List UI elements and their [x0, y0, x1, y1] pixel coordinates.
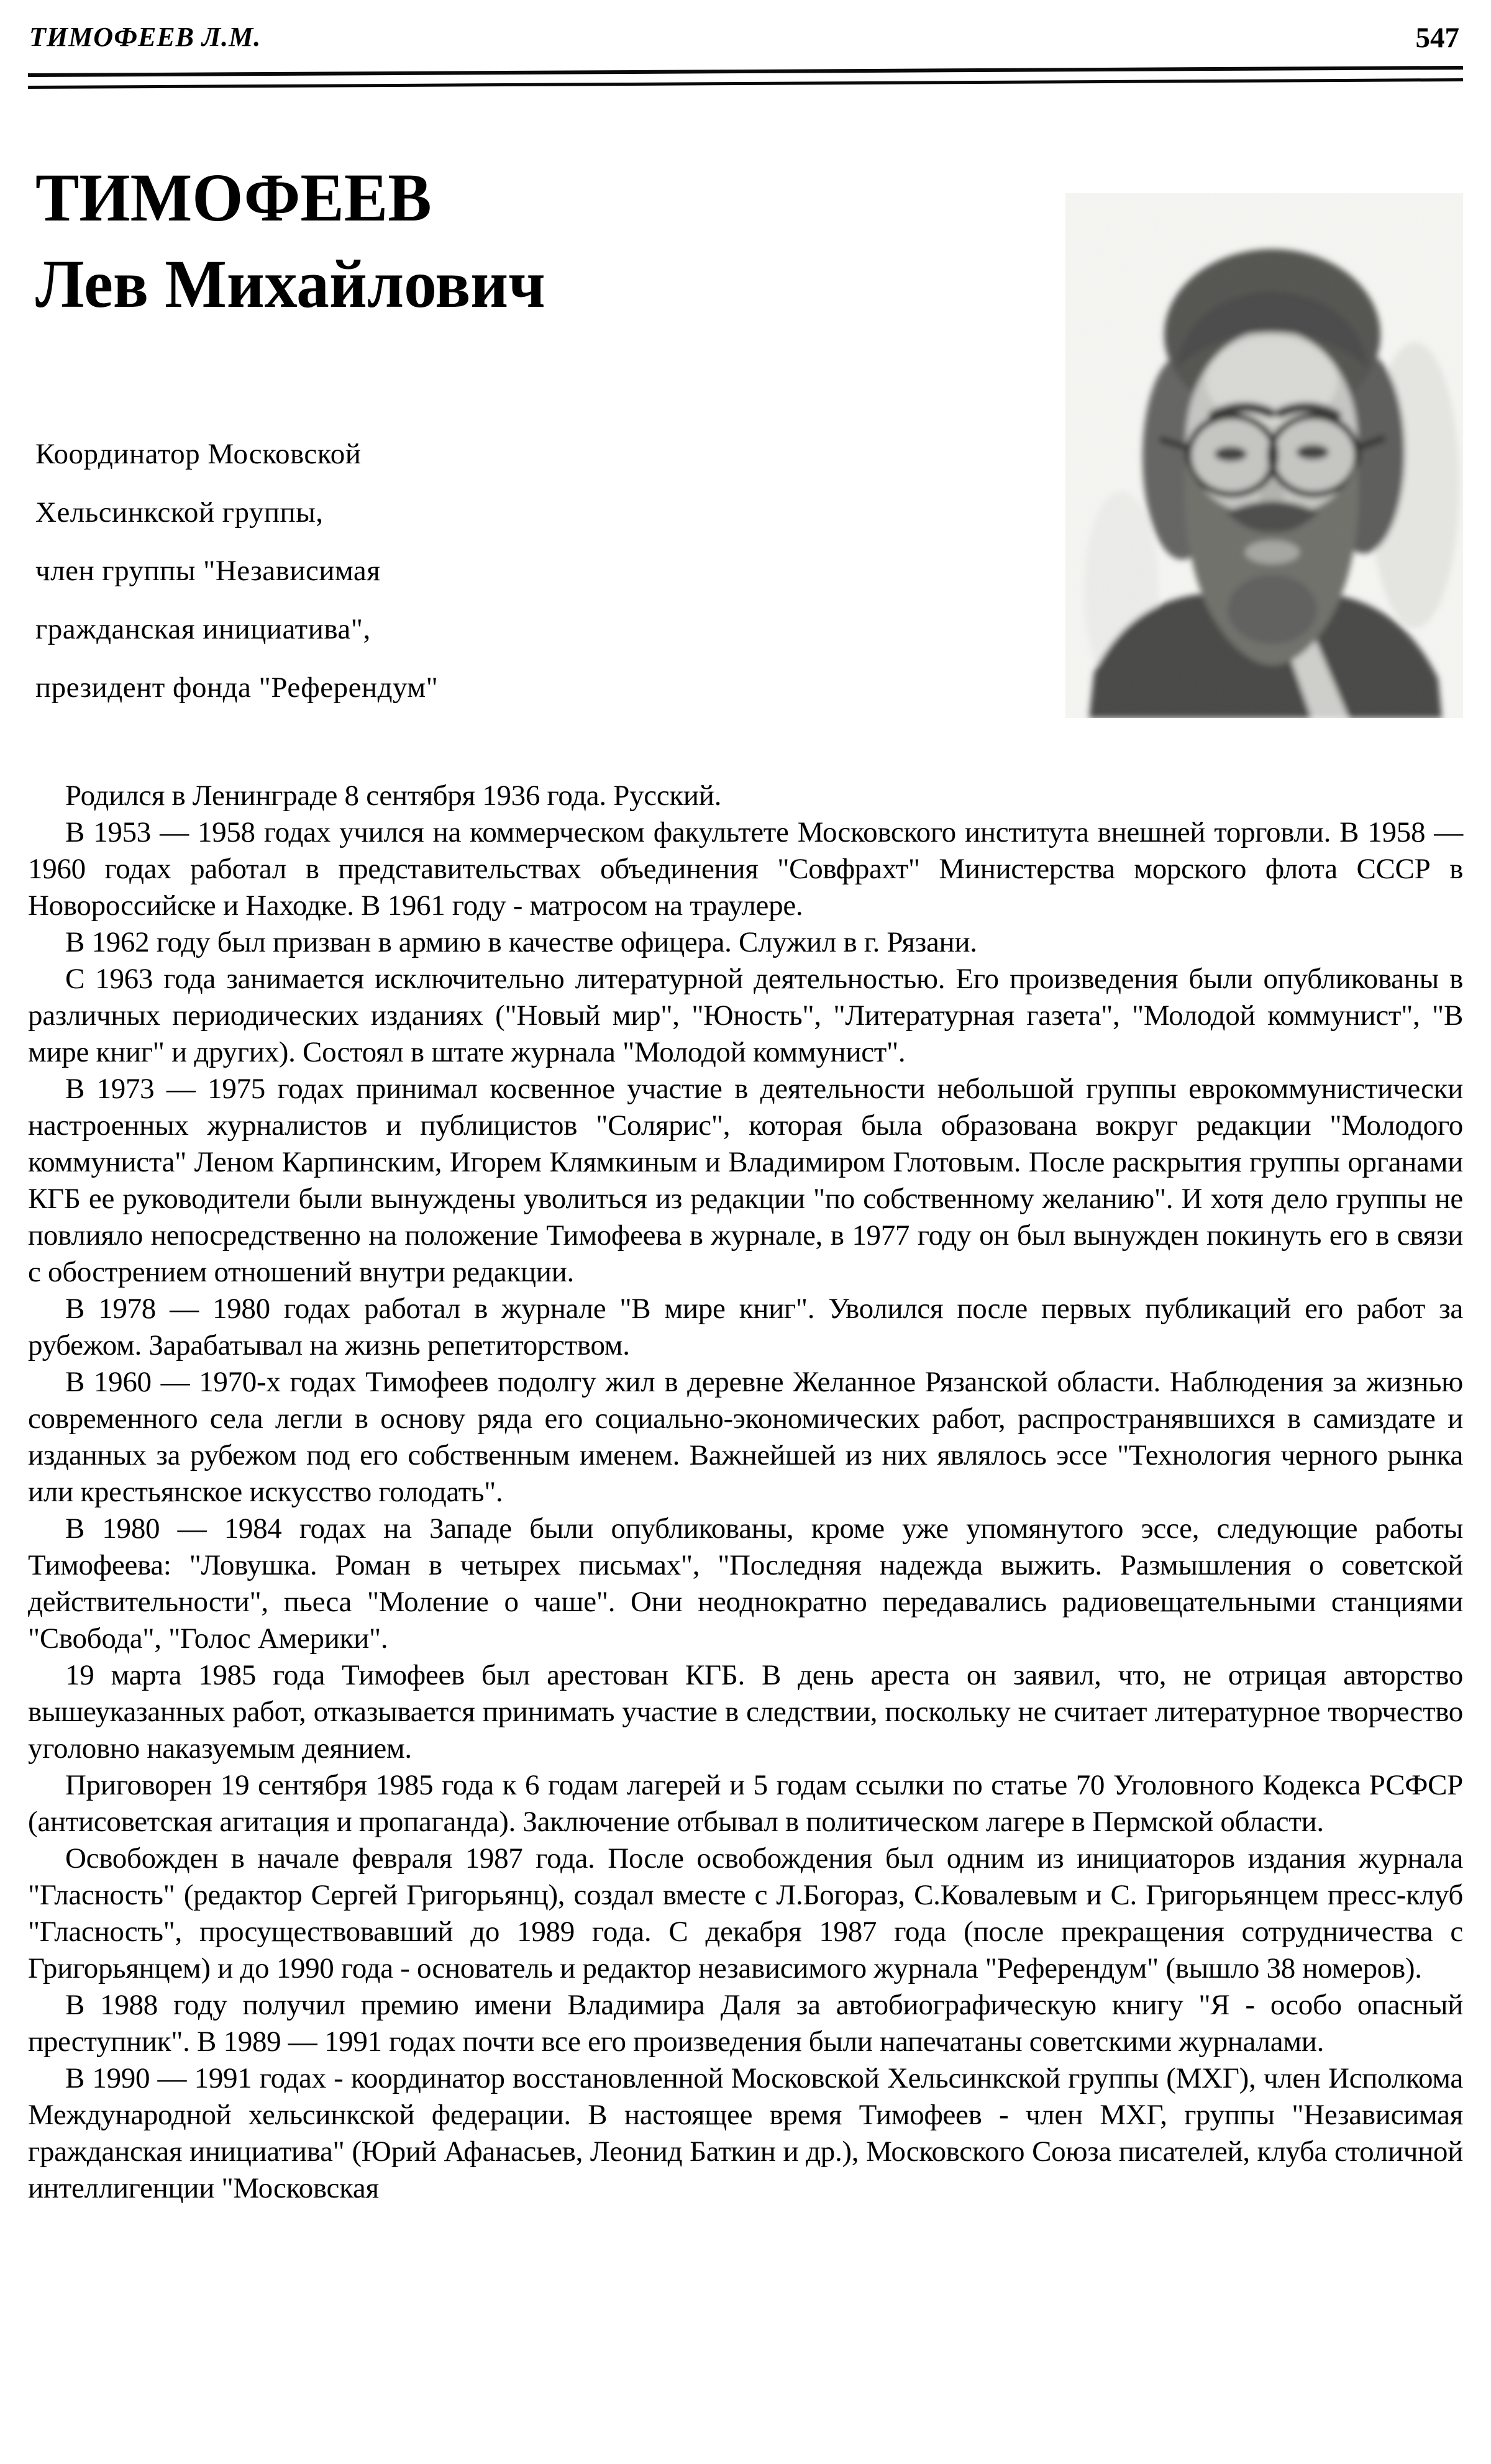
position-line: президент фонда "Референдум": [35, 671, 439, 704]
bio-paragraph: В 1978 — 1980 годах работал в журнале "В мире книг". Уволился после первых публикаций его работ за рубежом. Зарабатывал на жизнь репетиторством.: [28, 1293, 1463, 1362]
bio-paragraph: 19 марта 1985 года Тимофеев был арестован КГБ. В день ареста он заявил, что, не отрицая авторство вышеуказанных работ, отказывается принимать участие в следствии, поскольку не считает литературное творчество уголовно наказуемым деянием.: [28, 1659, 1463, 1765]
double-rule: [28, 66, 1463, 89]
bio-paragraph: Освобожден в начале февраля 1987 года. После освобождения был одним из инициаторов издания журнала "Гласность" (редактор Сергей Григорьянц), создал вместе с Л.Богораз, С.Ковалевым и С. Григорьянцем пресс-клуб "Гласность", просуществовавший до 1989 года. С декабря 1987 года (после прекращения сотрудничества с Григорьянцем) и до 1990 года - основатель и редактор независимого журнала "Референдум" (вышло 38 номеров).: [28, 1842, 1463, 1984]
biography: [28, 778, 1463, 2207]
running-header-title: ТИМОФЕЕВ Л.М.: [29, 22, 262, 52]
entry-title-column: [28, 155, 1047, 718]
entry-surname: ТИМОФЕЕВ: [35, 160, 432, 235]
running-header: [28, 21, 1463, 61]
bio-paragraph: В 1962 году был призван в армию в качестве офицера. Служил в г. Рязани.: [65, 926, 977, 958]
position-line: Координатор Московской: [35, 438, 362, 471]
bio-paragraph: Приговорен 19 сентября 1985 года к 6 годам лагерей и 5 годам ссылки по статье 70 Уголовного Кодекса РСФСР (антисоветская агитация и пропаганда). Заключение отбывал в политическом лагере в Пермской области.: [28, 1769, 1463, 1838]
portrait-photo: [1065, 193, 1463, 718]
entry-positions: [35, 425, 1047, 717]
position-line: Хельсинкской группы,: [35, 496, 324, 529]
portrait-photo-image: [1065, 193, 1463, 718]
bio-paragraph: В 1980 — 1984 годах на Западе были опубликованы, кроме уже упомянутого эссе, следующие работы Тимофеева: "Ловушка. Роман в четырех письмах", "Последняя надежда выжить. Размышления о советской действительности", пьеса "Моление о чаше". Они неоднократно передавались радиовещательными станциями "Свобода", "Голос Америки".: [28, 1512, 1463, 1655]
entry-header-section: [28, 155, 1463, 718]
entry-title: [35, 155, 1006, 327]
entry-name: Лев Михайлович: [35, 245, 545, 322]
bio-paragraph: С 1963 года занимается исключительно литературной деятельностью. Его произведения были опубликованы в различных периодических изданиях ("Новый мир", "Юность", "Литературная газета", "Молодой коммунист", "В мире книг" и других). Состоял в штате журнала "Молодой коммунист".: [28, 963, 1463, 1068]
bio-paragraph: В 1960 — 1970-х годах Тимофеев подолгу жил в деревне Желанное Рязанской области. Наблюдения за жизнью современного села легли в основу ряда его социально-экономических работ, распространявшихся в самиздате и изданных за рубежом под его собственным именем. Важнейшей из них являлось эссе "Технология черного рынка или крестьянское искусство голодать".: [28, 1366, 1463, 1508]
page-number: 547: [1415, 22, 1459, 54]
bio-paragraph: В 1953 — 1958 годах учился на коммерческом факультете Московского института внешней торговли. В 1958 — 1960 годах работал в представительствах объединения "Совфрахт" Министерства морского флота СССР в Новороссийске и Находке. В 1961 году - матросом на траулере.: [28, 816, 1463, 922]
bio-paragraph: В 1988 году получил премию имени Владимира Даля за автобиографическую книгу "Я - особо опасный преступник". В 1989 — 1991 годах почти все его произведения были напечатаны советскими журналами.: [28, 1989, 1463, 2058]
position-line: член группы "Независимая: [35, 555, 381, 588]
portrait-photo-column: [1065, 193, 1463, 718]
bio-paragraph: В 1990 — 1991 годах - координатор восстановленной Московской Хельсинкской группы (МХГ), член Исполкома Международной хельсинкской федерации. В настоящее время Тимофеев - член МХГ, группы "Независимая гражданская инициатива" (Юрий Афанасьев, Леонид Баткин и др.), Московского Союза писателей, клуба столичной интеллигенции "Московская: [28, 2062, 1463, 2204]
bio-paragraph: Родился в Ленинграде 8 сентября 1936 года. Русский.: [65, 780, 722, 812]
position-line: гражданская инициатива",: [35, 613, 371, 646]
bio-paragraph: В 1973 — 1975 годах принимал косвенное участие в деятельности небольшой группы еврокоммунистически настроенных журналистов и публицистов "Солярис", которая была образована вокруг редакции "Молодого коммуниста" Леном Карпинским, Игорем Клямкиным и Владимиром Глотовым. После раскрытия группы органами КГБ ее руководители были вынуждены уволиться из редакции "по собственному желанию". И хотя дело группы не повлияло непосредственно на положение Тимофеева в журнале, в 1977 году он был вынужден покинуть его в связи с обострением отношений внутри редакции.: [28, 1073, 1463, 1288]
